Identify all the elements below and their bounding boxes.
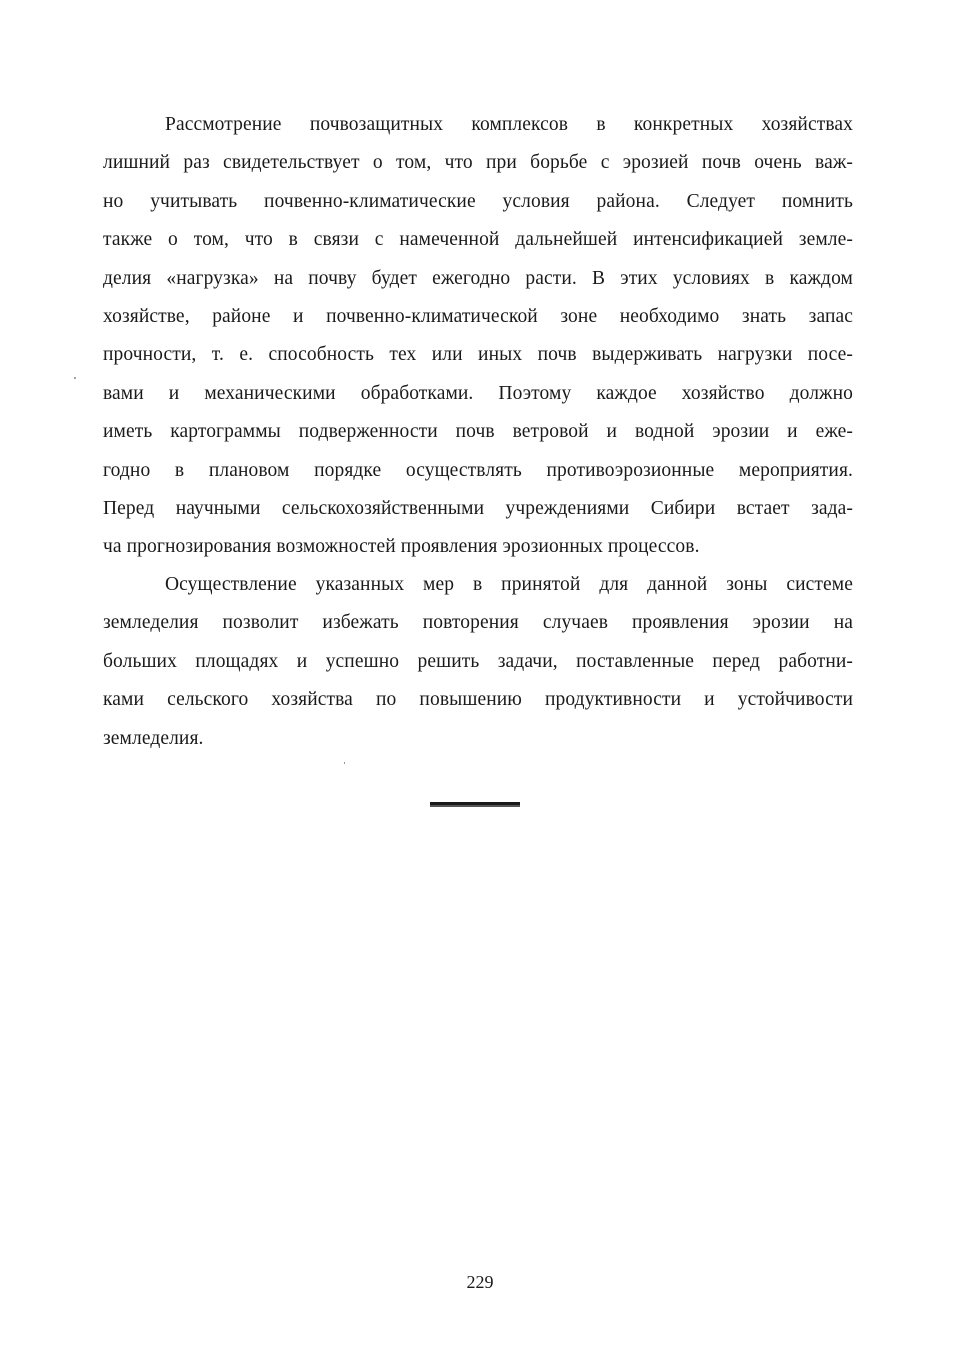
paragraph-2 bbox=[103, 566, 853, 758]
page-number: 229 bbox=[466, 1272, 494, 1292]
text-line: годно в плановом порядке осуществлять противоэрозионные мероприятия. bbox=[103, 459, 853, 481]
text-line: хозяйстве, районе и почвенно-климатической зоне необходимо знать запас bbox=[103, 305, 853, 327]
text-line: но учитывать почвенно-климатические условия района. Следует помнить bbox=[103, 190, 853, 212]
text-line: лишний раз свидетельствует о том, что при борьбе с эрозией почв очень важ- bbox=[103, 152, 853, 174]
text-line: земледелия. bbox=[103, 727, 204, 749]
scan-speck bbox=[344, 762, 345, 764]
text-line: ча прогнозирования возможностей проявления эрозионных процессов. bbox=[103, 536, 700, 558]
text-line: Осуществление указанных мер в принятой для данной зоны системе bbox=[165, 574, 853, 595]
text-line: иметь картограммы подверженности почв ветровой и водной эрозии и еже- bbox=[103, 421, 853, 443]
end-divider-rule bbox=[430, 802, 520, 805]
text-line: ками сельского хозяйства по повышению продуктивности и устойчивости bbox=[103, 689, 853, 711]
text-line: земледелия позволит избежать повторения случаев проявления эрозии на bbox=[103, 612, 853, 634]
text-line: прочности, т. е. способность тех или иных почв выдерживать нагрузки посе- bbox=[103, 344, 853, 366]
text-line: Перед научными сельскохозяйственными учреждениями Сибири встает зада- bbox=[103, 497, 853, 519]
text-line: делия «нагрузка» на почву будет ежегодно расти. В этих условиях в каждом bbox=[103, 267, 853, 289]
text-line: больших площадях и успешно решить задачи, поставленные перед работни- bbox=[103, 650, 853, 672]
text-line: вами и механическими обработками. Поэтому каждое хозяйство должно bbox=[103, 382, 853, 404]
paragraph-1 bbox=[103, 106, 853, 567]
text-line: также о том, что в связи с намеченной дальнейшей интенсификацией земле- bbox=[103, 229, 853, 251]
scan-speck bbox=[74, 377, 76, 379]
text-line: Рассмотрение почвозащитных комплексов в конкретных хозяйствах bbox=[165, 114, 853, 135]
